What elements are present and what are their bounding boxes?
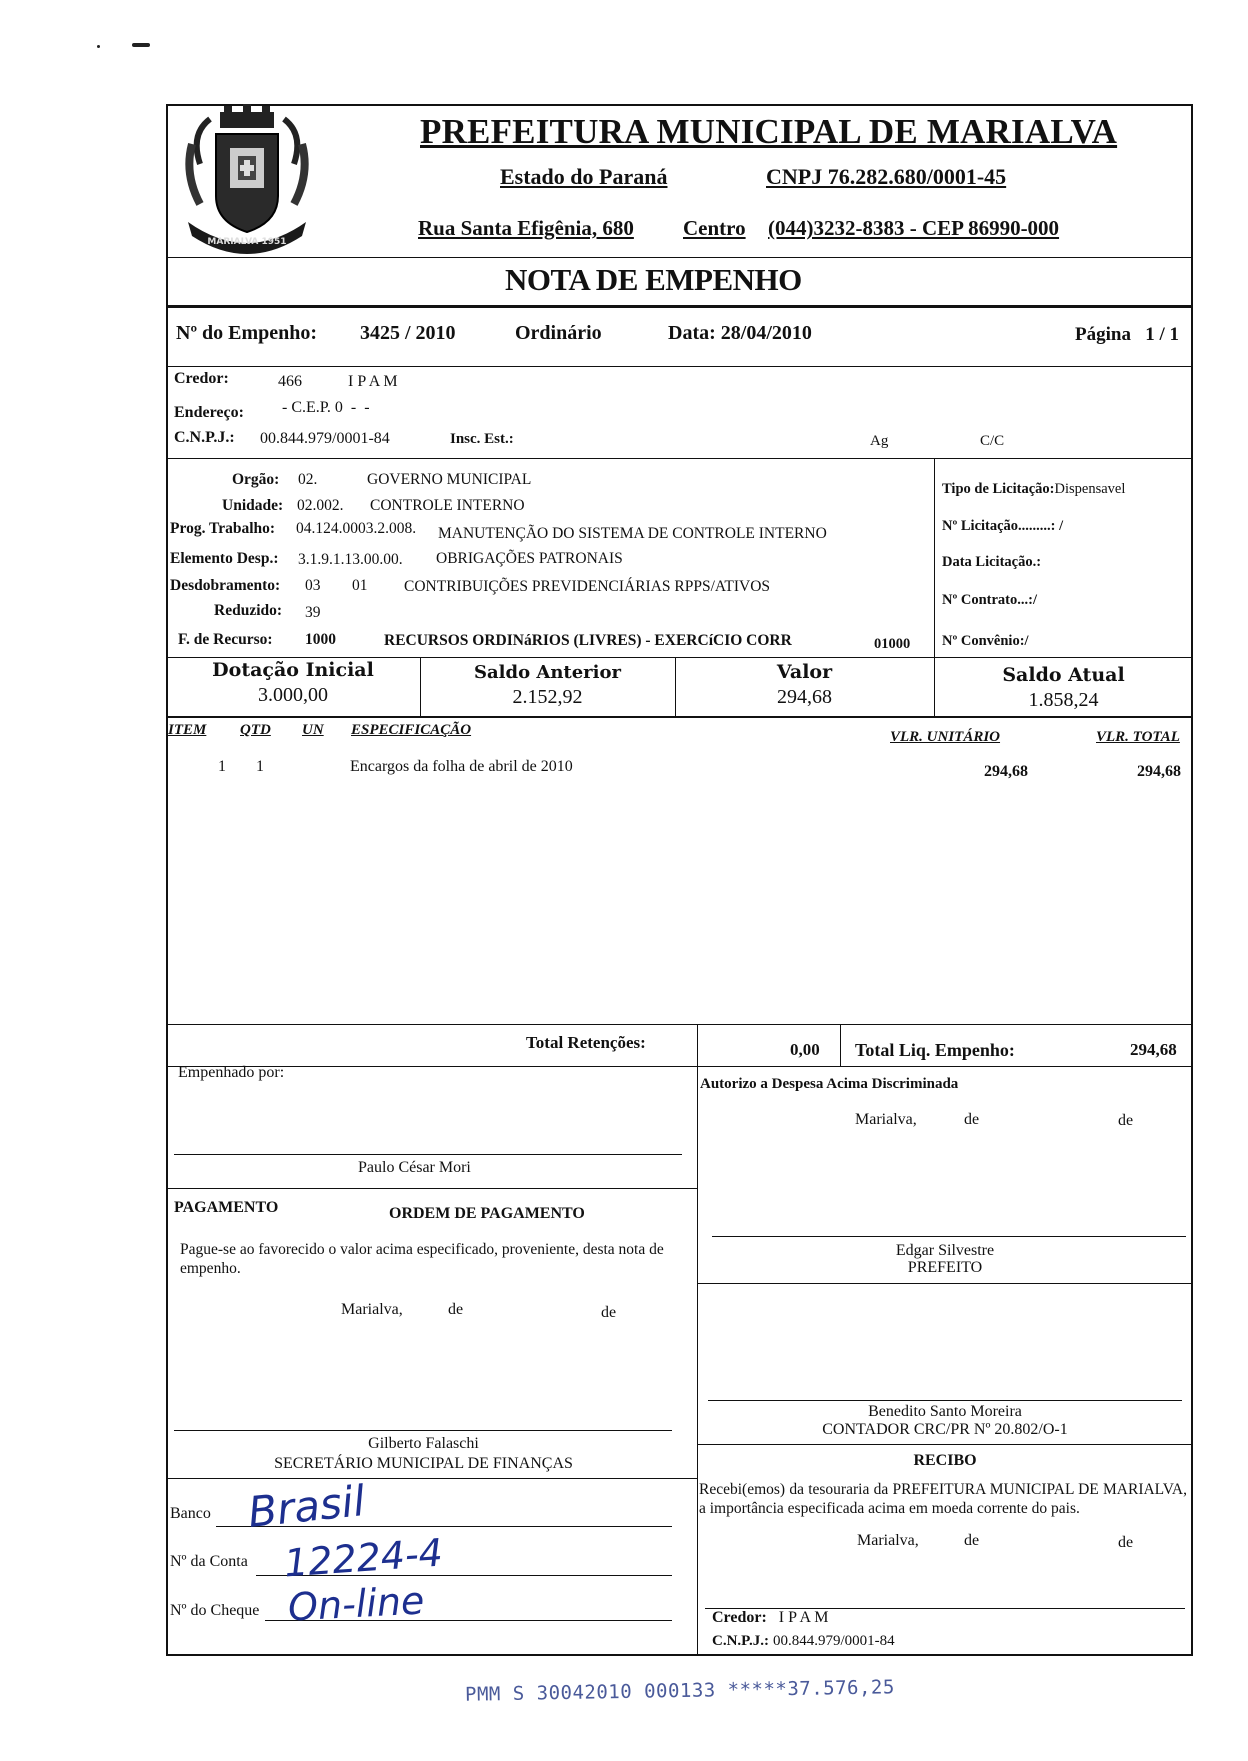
cnpj-label: CNPJ 76.282.680/0001-45: [766, 164, 1007, 189]
conta-label: Nº da Conta: [170, 1553, 248, 1570]
cheque-handwritten: On-line: [286, 1578, 426, 1630]
recurso-label: F. de Recurso:: [178, 631, 273, 648]
recibo-de-2: de: [1118, 1534, 1134, 1551]
elemento-code: 3.1.9.1.13.00.00.: [298, 551, 403, 568]
row-especificacao: Encargos da folha de abril de 2010: [350, 758, 573, 775]
valor-label: Valor: [776, 661, 833, 683]
recibo-credor: [712, 1609, 828, 1627]
col-item-header: ITEM: [168, 722, 207, 738]
recibo-cnpj: [712, 1633, 895, 1650]
recibo-text: Recebi(emos) da tesouraria da PREFEITURA MUNICIPAL DE MARIALVA, a importância especificada acima em moeda corrente do pais.: [699, 1481, 1187, 1517]
secretario-title: SECRETÁRIO MUNICIPAL DE FINANÇAS: [274, 1455, 573, 1472]
recibo-city: Marialva,: [857, 1532, 919, 1549]
pagamento-city: Marialva,: [341, 1301, 403, 1318]
empenhado-label: Empenhado por:: [178, 1064, 285, 1081]
pagamento-de-2: de: [601, 1304, 617, 1321]
recurso-code: 1000: [305, 631, 336, 648]
retencoes-label: Total Retenções:: [526, 1033, 646, 1052]
col-unit-header: VLR. UNITÁRIO: [890, 729, 1001, 745]
autorizo-label: Autorizo a Despesa Acima Discriminada: [700, 1076, 959, 1092]
credor-name: I P A M: [348, 373, 398, 390]
prog-code: 04.124.0003.2.008.: [296, 520, 417, 537]
pagamento-de-1: de: [448, 1301, 464, 1318]
scan-speck: [132, 43, 150, 47]
tipo-licitacao-value: Dispensavel: [1054, 481, 1126, 497]
numero-contrato: Nº Contrato...:/: [942, 592, 1037, 608]
autorizo-city: Marialva,: [855, 1111, 917, 1128]
municipal-seal-icon: [180, 104, 314, 256]
pagamento-label: PAGAMENTO: [174, 1199, 279, 1216]
tipo-licitacao-label: Tipo de Licitação:: [942, 481, 1055, 497]
empenho-number-label: Nº do Empenho:: [176, 322, 318, 344]
reduzido-code: 39: [305, 604, 321, 621]
col-un-header: UN: [302, 722, 324, 738]
total-liquido-label: Total Liq. Empenho:: [855, 1040, 1015, 1060]
empenho-date: Data: 28/04/2010: [668, 322, 812, 344]
svg-text:MARIALVA 1951: MARIALVA 1951: [207, 237, 287, 247]
document-title: NOTA DE EMPENHO: [505, 262, 802, 297]
data-licitacao: Data Licitação.:: [942, 554, 1042, 570]
saldo-atual-value: 1.858,24: [1028, 689, 1099, 711]
recibo-credor-name: I P A M: [778, 1609, 829, 1626]
row-total-value: 294,68: [1137, 763, 1181, 780]
footer-stamp: PMM S 30042010 000133 *****37.576,25: [464, 1676, 895, 1706]
elemento-name: OBRIGAÇÕES PATRONAIS: [436, 550, 623, 567]
valor-value: 294,68: [777, 686, 832, 708]
page-number: Página 1 / 1: [1075, 324, 1179, 345]
address-label: Rua Santa Efigênia, 680: [418, 216, 634, 240]
prog-label: Prog. Trabalho:: [170, 520, 276, 537]
scan-speck: [97, 45, 100, 48]
unidade-code: 02.002.: [297, 497, 344, 514]
recurso-name: RECURSOS ORDINáRIOS (LIVRES) - EXERCíCIO CORR: [384, 632, 792, 649]
dotacao-label: Dotação Inicial: [212, 659, 374, 681]
saldo-anterior-value: 2.152,92: [512, 686, 583, 708]
banco-label: Banco: [170, 1505, 211, 1522]
contador-title: CONTADOR CRC/PR Nº 20.802/O-1: [822, 1421, 1068, 1438]
page-title: PREFEITURA MUNICIPAL DE MARIALVA: [420, 112, 1118, 151]
row-unit-value: 294,68: [984, 763, 1028, 780]
cheque-label: Nº do Cheque: [170, 1602, 260, 1619]
row-qtd: 1: [256, 758, 264, 775]
numero-licitacao: Nº Licitação.........: /: [942, 518, 1064, 534]
autorizo-de-1: de: [964, 1111, 980, 1128]
district-label: Centro: [683, 216, 746, 240]
conta-handwritten: 12224-4: [282, 1530, 445, 1586]
dotacao-value: 3.000,00: [258, 684, 328, 706]
unidade-name: CONTROLE INTERNO: [370, 497, 525, 514]
phone-cep-label: (044)3232-8383 - CEP 86990-000: [768, 216, 1060, 240]
recibo-de-1: de: [964, 1532, 980, 1549]
unidade-label: Unidade:: [222, 497, 284, 514]
banco-handwritten: Brasil: [245, 1476, 368, 1537]
recibo-title: RECIBO: [913, 1452, 977, 1469]
prog-name: MANUTENÇÃO DO SISTEMA DE CONTROLE INTERNO: [438, 525, 827, 542]
elemento-label: Elemento Desp.:: [170, 550, 279, 567]
insc-est-label: Insc. Est.:: [450, 431, 514, 447]
ag-label: Ag: [870, 433, 889, 449]
empenho-number: 3425 / 2010: [360, 322, 456, 344]
credor-code: 466: [278, 373, 302, 390]
tipo-licitacao: [942, 481, 1125, 498]
orgao-code: 02.: [298, 471, 318, 488]
autorizo-de-2: de: [1118, 1112, 1134, 1129]
desdobramento-name: CONTRIBUIÇÕES PREVIDENCIÁRIAS RPPS/ATIVOS: [404, 578, 771, 595]
numero-convenio: Nº Convênio:/: [942, 633, 1029, 649]
credor-address: - C.E.P. 0 - -: [282, 399, 370, 416]
col-qtd-header: QTD: [240, 722, 271, 738]
credor-label: Credor:: [174, 370, 229, 387]
saldo-anterior-label: Saldo Anterior: [474, 662, 621, 683]
desdobramento-code-2: 01: [352, 577, 368, 594]
pague-text: Pague-se ao favorecido o valor acima especificado, proveniente, desta nota de empenho.: [180, 1241, 664, 1277]
saldo-atual-label: Saldo Atual: [1002, 664, 1125, 686]
col-total-header: VLR. TOTAL: [1096, 729, 1180, 745]
contador-name: Benedito Santo Moreira: [868, 1403, 1022, 1420]
prefeito-name: Edgar Silvestre: [895, 1242, 995, 1259]
recibo-credor-label: Credor:: [712, 1609, 767, 1626]
recibo-cnpj-value: 00.844.979/0001-84: [772, 1633, 895, 1649]
retencoes-value: 0,00: [790, 1040, 820, 1059]
state-label: Estado do Paraná: [500, 164, 668, 189]
col-espec-header: ESPECIFICAÇÃO: [351, 722, 472, 738]
ordem-pagamento-label: ORDEM DE PAGAMENTO: [389, 1205, 585, 1222]
prefeito-title: PREFEITO: [907, 1259, 983, 1276]
desdobramento-code-1: 03: [305, 577, 321, 594]
recibo-cnpj-label: C.N.P.J.:: [712, 1633, 769, 1649]
empenhado-name: Paulo César Mori: [358, 1159, 471, 1176]
recurso-code-2: 01000: [874, 636, 911, 652]
secretario-name: Gilberto Falaschi: [368, 1435, 479, 1452]
orgao-label: Orgão:: [232, 471, 280, 488]
address-field-label: Endereço:: [174, 404, 244, 421]
cnpj-field-label: C.N.P.J.:: [174, 429, 235, 446]
cc-label: C/C: [980, 433, 1005, 449]
desdobramento-label: Desdobramento:: [170, 577, 281, 594]
credor-cnpj: 00.844.979/0001-84: [260, 430, 390, 447]
empenho-type: Ordinário: [515, 322, 602, 344]
orgao-name: GOVERNO MUNICIPAL: [367, 471, 532, 488]
row-item: 1: [218, 758, 226, 775]
reduzido-label: Reduzido:: [214, 602, 283, 619]
total-liquido-value: 294,68: [1130, 1040, 1177, 1059]
